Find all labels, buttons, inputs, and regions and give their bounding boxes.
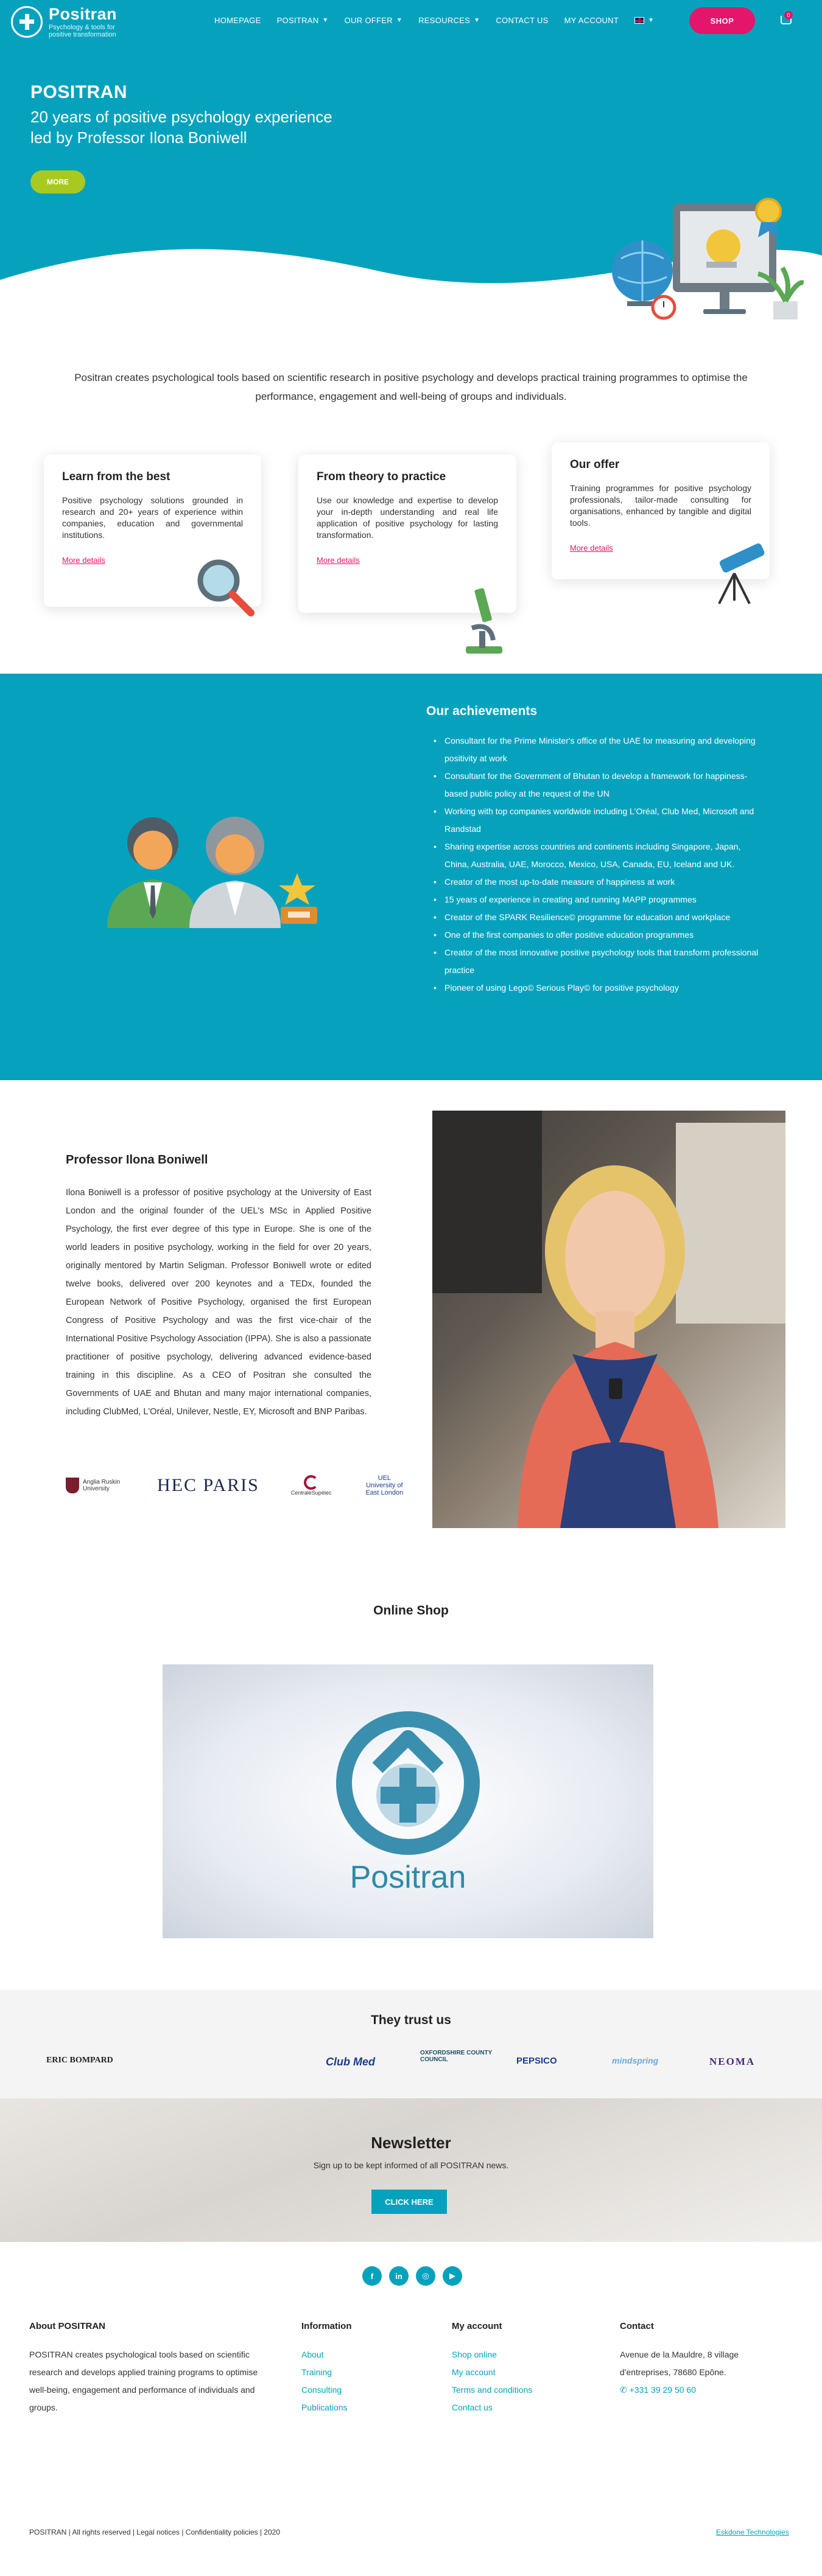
footer-about-text: POSITRAN creates psychological tools based on scientific research and develops applied training programs to optimise well-being, engagement and performance of individuals and groups. — [29, 2350, 258, 2412]
footer-about-title: About POSITRAN — [29, 2321, 105, 2331]
footer-account — [452, 2321, 532, 2417]
brand-oxfordshire: OXFORDSHIRE COUNTY COUNCIL — [420, 2050, 493, 2063]
footer-about — [29, 2321, 261, 2417]
shield-icon — [66, 1478, 79, 1493]
card-from-theory-to-practice — [298, 455, 516, 613]
online-shop-title: Online Shop — [373, 1604, 449, 1618]
brand-eric-bompard: ERIC BOMPARD — [46, 2056, 113, 2065]
card-title: Learn from the best — [62, 470, 170, 483]
chevron-down-icon: ▼ — [474, 17, 480, 24]
footer-account-title: My account — [452, 2321, 502, 2331]
site-logo[interactable] — [11, 5, 128, 38]
chevron-down-icon: ▼ — [322, 17, 329, 24]
brand-pepsico: PEPSICO — [516, 2056, 557, 2066]
nav-resources[interactable]: RESOURCES ▼ — [418, 16, 480, 25]
card-learn-from-the-best — [44, 455, 261, 607]
online-shop-section — [0, 1604, 822, 1990]
footer-link-training[interactable]: Training — [301, 2367, 332, 2377]
achievement-item: • Consultant for the Government of Bhutan to develop a framework for happiness-based public policy at the request of the UN — [444, 767, 767, 803]
positran-logo-icon — [335, 1710, 481, 1856]
nav-contact-us[interactable]: CONTACT US — [496, 16, 549, 25]
card-text: Use our knowledge and expertise to develop your in-depth understanding and real life application of positive psychology for lasting transformation. — [317, 495, 498, 540]
social-links — [362, 2266, 462, 2286]
intro-text: Positran creates psychological tools based on scientific research in positive psychology and develops practical training programmes to optimise the performance, engagement and well-being of groups and individuals. — [74, 372, 748, 402]
brand-club-med: Club Med — [326, 2056, 375, 2068]
site-footer — [0, 2242, 822, 2576]
nav-positran[interactable]: POSITRAN ▼ — [276, 16, 329, 25]
professor-title: Professor Ilona Boniwell — [66, 1153, 208, 1167]
intro-section — [0, 323, 822, 674]
newsletter-click-here-button[interactable]: CLICK HERE — [371, 2190, 447, 2214]
phone-icon: ✆ — [620, 2385, 630, 2395]
brand-mindspring: mindspring — [612, 2056, 659, 2065]
card-our-offer — [552, 442, 770, 579]
computer-illustration-icon — [609, 198, 804, 323]
card-text: Training programmes for positive psychology professionals, tailor-made consulting for organisations, enhanced by tangible and digital tools. — [570, 483, 751, 528]
nav-my-account[interactable]: MY ACCOUNT — [564, 16, 619, 25]
centralesupelec-logo: CentraleSupélec — [291, 1475, 332, 1496]
professor-bio: Ilona Boniwell is a professor of positive psychology at the University of East London and the original founder of the UEL's MSc in Applied Positive Psychology, the first ever degree of this type in Europe. She is one of the world leaders in positive psychology, working in the field for over 20 years, originally mentored by Martin Seligman. Professor Boniwell wrote or edited twelve books, delivered over 200 keynotes and a TEDx, founded the European Network of Positive Psychology, organised the first European Congress of Positive Psychology and was the first vice-chair of the International Positive Psychology Association (IPPA). She is also a passionate practitioner of positive psychology, delivering advanced evidence-based training in this discipline. As a CEO of Positran she consulted the Governments of UAE and Bhutan and many major international companies, including ClubMed, L'Oréal, Unilever, Nestle, EY, Microsoft and BNP Paribas. — [66, 1188, 371, 1417]
top-navigation-bar — [0, 0, 822, 43]
team-illustration-icon — [107, 800, 326, 940]
chevron-down-icon: ▼ — [648, 17, 655, 24]
footer-link-consulting[interactable]: Consulting — [301, 2385, 342, 2395]
hero-title: POSITRAN — [30, 82, 128, 102]
chevron-down-icon: ▼ — [396, 17, 403, 24]
hero-more-button[interactable]: MORE — [30, 170, 85, 194]
achievement-item: • Creator of the most innovative positive psychology tools that transform professional practice — [444, 944, 767, 979]
footer-link-my-account[interactable]: My account — [452, 2367, 496, 2377]
achievements-title: Our achievements — [426, 704, 538, 718]
footer-address: Avenue de la Mauldre, 8 village d'entreprises, 78680 Epône. — [620, 2350, 739, 2377]
achievements-section — [0, 674, 822, 1080]
trust-title: They trust us — [371, 2013, 451, 2027]
footer-information — [301, 2321, 352, 2417]
online-shop-banner[interactable] — [163, 1664, 653, 1938]
portrait-image — [432, 1111, 785, 1528]
positran-logo-icon — [11, 6, 43, 38]
facebook-icon[interactable]: f — [362, 2266, 382, 2286]
footer-link-shop-online[interactable]: Shop online — [452, 2350, 497, 2359]
footer-link-publications[interactable]: Publications — [301, 2403, 348, 2412]
achievement-item: • Pioneer of using Lego© Serious Play© for positive psychology — [444, 979, 767, 997]
achievement-item: • Creator of the most up-to-date measure of happiness at work — [444, 873, 767, 891]
hec-paris-logo: HEC PARIS — [157, 1475, 259, 1495]
nav-our-offer[interactable]: OUR OFFER ▼ — [344, 16, 403, 25]
main-nav — [214, 16, 654, 25]
card-text: Positive psychology solutions grounded in research and 20+ years of experience within companies, education and governmental institutions. — [62, 495, 243, 540]
telescope-icon — [704, 540, 771, 607]
university-logos — [66, 1475, 406, 1496]
achievement-item: • Consultant for the Prime Minister's office of the UAE for measuring and developing positivity at work — [444, 732, 767, 767]
footer-contact-title: Contact — [620, 2321, 654, 2331]
logo-tagline: Psychology & tools for positive transformation — [49, 24, 116, 38]
instagram-icon[interactable]: ◎ — [416, 2266, 435, 2286]
trust-section — [0, 1990, 822, 2098]
newsletter-section — [0, 2098, 822, 2242]
nav-homepage[interactable]: HOMEPAGE — [214, 16, 261, 25]
achievement-item: • One of the first companies to offer positive education programmes — [444, 926, 767, 944]
footer-link-contact-us[interactable]: Contact us — [452, 2403, 493, 2412]
shop-button[interactable]: SHOP — [689, 7, 755, 34]
feature-cards — [0, 406, 822, 674]
anglia-ruskin-logo: Anglia Ruskin University — [66, 1478, 125, 1493]
card-title: Our offer — [570, 458, 620, 471]
professor-portrait — [432, 1111, 785, 1528]
hero-subtitle: 20 years of positive psychology experience led by Professor Ilona Boniwell — [30, 108, 332, 147]
youtube-icon[interactable]: ▶ — [443, 2266, 462, 2286]
card-title: From theory to practice — [317, 470, 446, 483]
microscope-icon — [460, 585, 508, 658]
footer-copyright[interactable]: POSITRAN | All rights reserved | Legal notices | Confidentiality policies | 2020 — [29, 2528, 280, 2536]
cart-count-badge: 0 — [784, 11, 793, 19]
achievements-list — [444, 732, 767, 997]
brand-neoma: NEOMA — [709, 2056, 756, 2067]
logo-name: Positran — [49, 5, 118, 23]
footer-link-about[interactable]: About — [301, 2350, 324, 2359]
newsletter-text: Sign up to be kept informed of all POSITRAN news. — [313, 2160, 509, 2170]
card-more-details-link[interactable]: More details — [317, 556, 360, 565]
achievement-item: • 15 years of experience in creating and running MAPP programmes — [444, 891, 767, 909]
hero-section — [0, 0, 822, 323]
footer-credit-link[interactable]: Eskdone Technologies — [716, 2528, 789, 2536]
uk-flag-icon — [634, 17, 644, 24]
card-more-details-link[interactable]: More details — [62, 556, 105, 565]
achievement-item: • Sharing expertise across countries and continents including Singapore, Japan, China, Australia, UAE, Morocco, Mexico, USA, Canada, EU, Iceland and UK. — [444, 838, 767, 873]
magnifier-icon — [193, 555, 260, 622]
card-more-details-link[interactable]: More details — [570, 543, 613, 553]
footer-contact — [620, 2321, 766, 2399]
newsletter-title: Newsletter — [371, 2134, 451, 2152]
shop-brand-name: Positran — [350, 1860, 466, 1895]
professor-section — [0, 1080, 822, 1604]
swirl-icon — [304, 1475, 318, 1490]
footer-phone-link[interactable]: ✆ +331 39 29 50 60 — [620, 2385, 697, 2395]
achievement-item: • Working with top companies worldwide including L'Oréal, Club Med, Microsoft and Randstad — [444, 803, 767, 838]
language-selector[interactable] — [634, 16, 654, 25]
linkedin-icon[interactable]: in — [389, 2266, 409, 2286]
uel-logo: UEL University of East London — [365, 1475, 404, 1496]
footer-information-title: Information — [301, 2321, 352, 2331]
footer-link-terms[interactable]: Terms and conditions — [452, 2385, 533, 2395]
achievement-item: • Creator of the SPARK Resilience© programme for education and workplace — [444, 909, 767, 926]
